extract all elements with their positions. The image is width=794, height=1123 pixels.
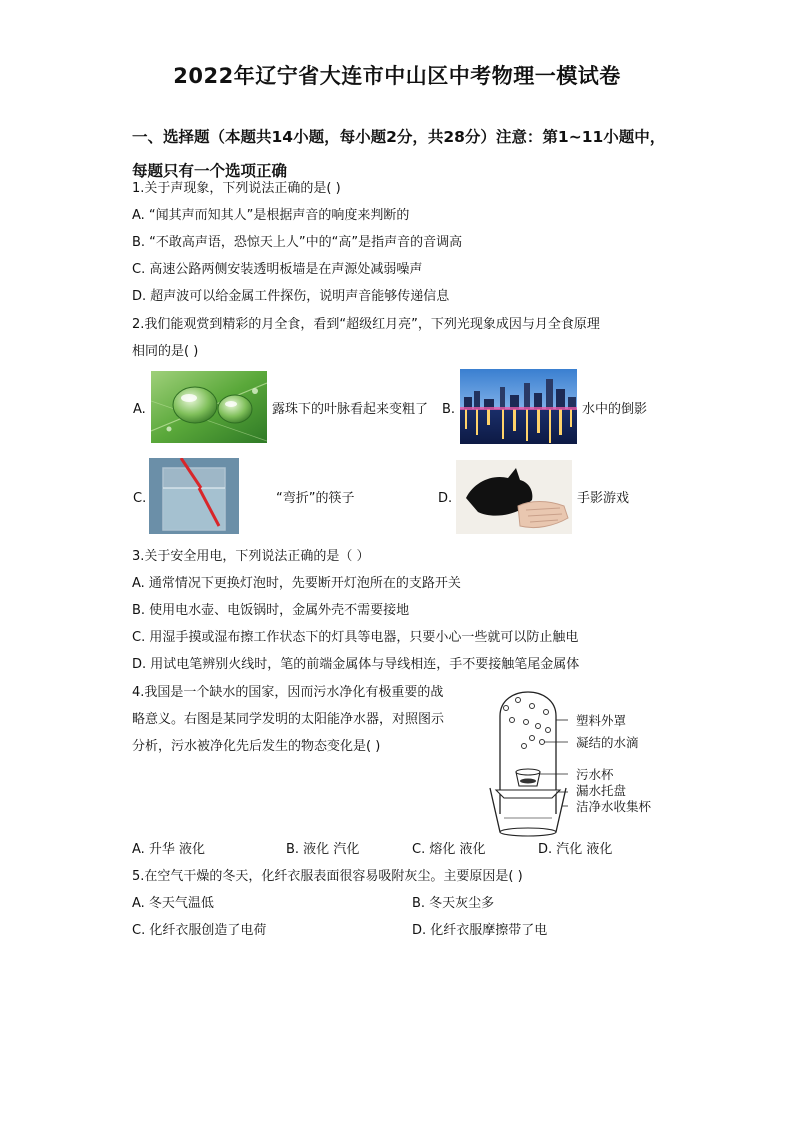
dew-drop-leaf-image [151, 371, 267, 443]
q3-option-b: B. 使用电水壶、电饭锅时，金属外壳不需要接地 [132, 603, 410, 618]
q3-stem: 3.关于安全用电，下列说法正确的是（ ） [132, 549, 370, 564]
fig-label-collector: 洁净水收集杯 [576, 799, 652, 814]
q2-option-b-letter: B. [442, 402, 456, 417]
q4-option-c: C. 熔化 液化 [412, 842, 486, 857]
fig-label-tray: 漏水托盘 [576, 783, 627, 798]
fig-label-cover: 塑料外罩 [576, 713, 627, 728]
water-reflection-image [460, 369, 577, 444]
q2-stem-cont: 相同的是( ) [132, 344, 199, 359]
q4-option-a: A. 升华 液化 [132, 842, 206, 857]
q5-option-d: D. 化纤衣服摩擦带了电 [412, 923, 548, 938]
q4-option-d: D. 汽化 液化 [538, 842, 613, 857]
q2-option-a-letter: A. [133, 402, 146, 417]
q2-option-d-letter: D. [438, 491, 453, 506]
q4-stem: 4.我国是一个缺水的国家，因而污水净化有极重要的战 [132, 685, 444, 700]
q5-option-b: B. 冬天灰尘多 [412, 896, 495, 911]
hand-shadow-image [456, 460, 572, 534]
q3-option-d: D. 用试电笔辨别火线时，笔的前端金属体与导线相连，手不要接触笔尾金属体 [132, 657, 580, 672]
q1-option-b: B. “不敢高声语，恐惊天上人”中的“高”是指声音的音调高 [132, 235, 463, 250]
solar-purifier-diagram [488, 686, 568, 838]
q2-option-c-letter: C. [133, 491, 147, 506]
q2-option-a-text: 露珠下的叶脉看起来变粗了 [272, 402, 429, 417]
q1-stem: 1.关于声现象，下列说法正确的是( ) [132, 181, 341, 196]
q2-option-b-text: 水中的倒影 [582, 402, 648, 417]
q5-option-c: C. 化纤衣服创造了电荷 [132, 923, 267, 938]
q2-stem: 2.我们能观赏到精彩的月全食，看到“超级红月亮”，下列光现象成因与月全食原理 [132, 317, 600, 332]
q4-stem-cont1: 略意义。右图是某同学发明的太阳能净水器，对照图示 [132, 712, 445, 727]
q1-option-c: C. 高速公路两侧安装透明板墙是在声源处减弱噪声 [132, 262, 423, 277]
q2-option-d-text: 手影游戏 [577, 491, 630, 506]
page-title: 2022年辽宁省大连市中山区中考物理一模试卷 [173, 64, 621, 88]
q3-option-a: A. 通常情况下更换灯泡时，先要断开灯泡所在的支路开关 [132, 576, 461, 591]
section-heading: 一、选择题（本题共14小题，每小题2分，共28分）注意：第1~11小题中，每题只有一个选项正确 [132, 128, 666, 180]
fig-label-cup: 污水杯 [576, 767, 614, 782]
q1-option-d: D. 超声波可以给金属工件探伤，说明声音能够传递信息 [132, 289, 450, 304]
q5-option-a: A. 冬天气温低 [132, 896, 214, 911]
bent-chopstick-image [149, 458, 239, 534]
q5-stem: 5.在空气干燥的冬天，化纤衣服表面很容易吸附灰尘。主要原因是( ) [132, 869, 523, 884]
q4-option-b: B. 液化 汽化 [286, 842, 360, 857]
q2-option-c-text: “弯折”的筷子 [276, 491, 355, 506]
fig-label-drops: 凝结的水滴 [576, 735, 639, 750]
q3-option-c: C. 用湿手摸或湿布擦工作状态下的灯具等电器，只要小心一些就可以防止触电 [132, 630, 579, 645]
q4-stem-cont2: 分析，污水被净化先后发生的物态变化是( ) [132, 739, 381, 754]
q1-option-a: A. “闻其声而知其人”是根据声音的响度来判断的 [132, 208, 410, 223]
